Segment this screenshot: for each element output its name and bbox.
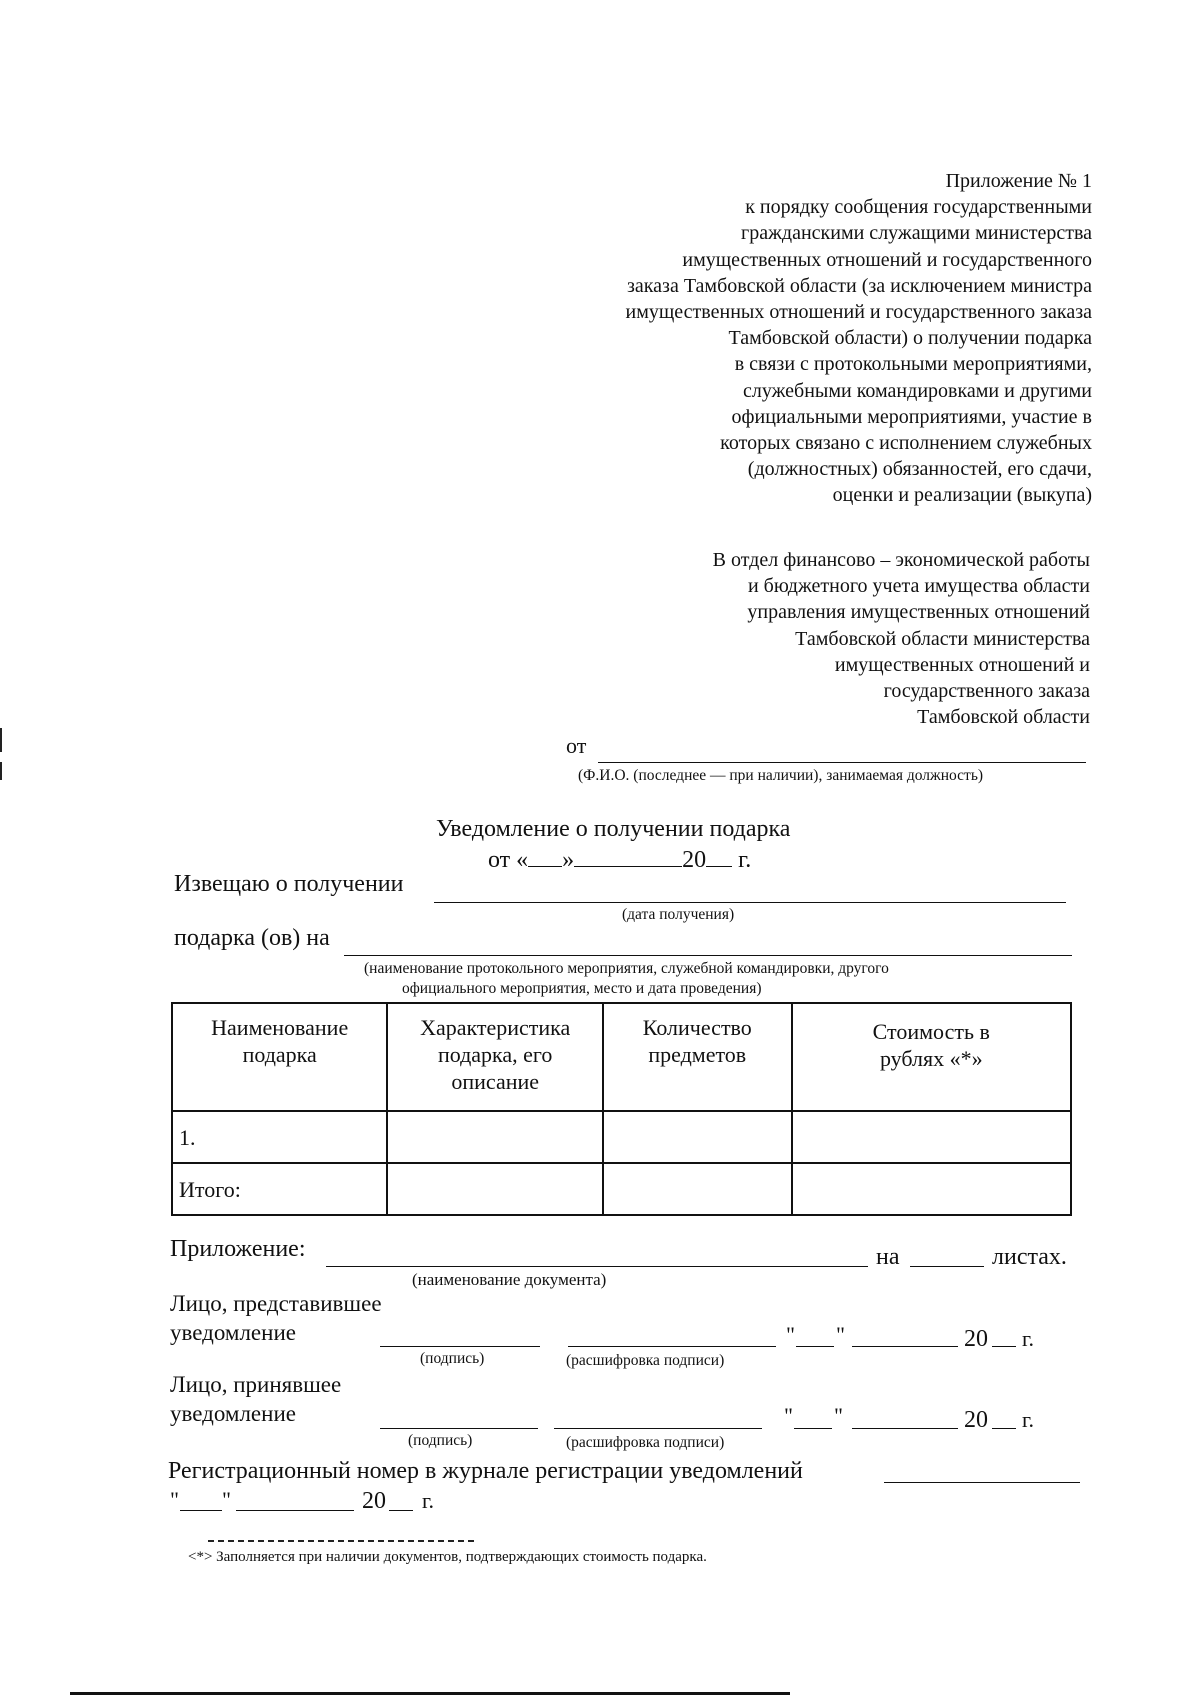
header-gift-name: Наименование подарка <box>172 1003 387 1111</box>
date-year-field[interactable] <box>706 846 732 867</box>
registration-day-field[interactable] <box>180 1510 222 1511</box>
header-line: имущественных отношений и государственного <box>682 248 1092 271</box>
registration-year-suffix: г. <box>422 1488 435 1513</box>
addressee-line: управления имущественных отношений <box>747 601 1090 624</box>
date-suffix: г. <box>738 847 752 873</box>
header-line: имущественных отношений и государственного заказа <box>625 301 1092 324</box>
submitted-day-field[interactable] <box>796 1346 834 1347</box>
header-cost: Стоимость в рублях «*» <box>792 1003 1071 1111</box>
attachment-sheets-field[interactable] <box>910 1266 984 1267</box>
footnote-text: <*> Заполняется при наличии документов, подтверждающих стоимость подарка. <box>188 1549 707 1565</box>
accepted-year-suffix: г. <box>1022 1407 1035 1432</box>
event-caption-2: официального мероприятия, место и дата проведения) <box>402 980 762 997</box>
row1-cost-cell[interactable] <box>792 1111 1071 1163</box>
submitted-quote-close: " <box>836 1322 845 1347</box>
attachment-on-label: на <box>876 1244 900 1270</box>
accepted-label-1: Лицо, принявшее <box>170 1372 342 1397</box>
date-day-field[interactable] <box>528 846 562 867</box>
header-line: гражданскими служащими министерства <box>741 222 1092 245</box>
scan-edge-mark <box>0 762 2 780</box>
accepted-sign-caption: (подпись) <box>408 1432 473 1449</box>
gift-on-label: подарка (ов) на <box>174 925 330 951</box>
attachment-sheets-label: листах. <box>992 1244 1067 1270</box>
date-mid: » <box>562 847 575 873</box>
registration-month-field[interactable] <box>236 1510 354 1511</box>
scan-edge-mark <box>0 728 2 752</box>
event-field[interactable] <box>344 955 1072 956</box>
header-line: заказа Тамбовской области (за исключением министра <box>626 274 1092 297</box>
received-date-field[interactable] <box>434 902 1066 903</box>
appendix-header <box>626 168 1092 509</box>
total-description-cell[interactable] <box>387 1163 603 1215</box>
accepted-label-2: уведомление <box>170 1401 296 1426</box>
header-line: Тамбовской области) о получении подарка <box>728 327 1092 350</box>
header-line: в связи с протокольными мероприятиями, <box>734 353 1092 376</box>
submitted-month-field[interactable] <box>852 1346 958 1347</box>
accepted-signature-field[interactable] <box>380 1428 538 1429</box>
addressee-line: Тамбовской области <box>917 706 1090 729</box>
table-total-row <box>172 1163 1071 1215</box>
header-line: (должностных) обязанностей, его сдачи, <box>747 458 1092 481</box>
attachment-document-field[interactable] <box>326 1266 868 1267</box>
table-row <box>172 1111 1071 1163</box>
header-line: которых связано с исполнением служебных <box>720 432 1092 455</box>
accepted-quote-close: " <box>834 1403 843 1428</box>
received-label: Извещаю о получении <box>174 871 404 897</box>
addressee-line: Тамбовской области министерства <box>795 627 1090 650</box>
submitted-label-2: уведомление <box>170 1320 296 1345</box>
header-line: официальными мероприятиями, участие в <box>731 405 1092 428</box>
accepted-decode-field[interactable] <box>554 1428 762 1429</box>
date-prefix: от « <box>488 847 529 873</box>
from-field-line[interactable] <box>598 762 1086 763</box>
submitted-sign-caption: (подпись) <box>420 1350 485 1367</box>
addressee-block <box>713 547 1090 730</box>
row1-number: 1. <box>172 1111 387 1163</box>
header-quantity: Количество предметов <box>603 1003 792 1111</box>
accepted-day-field[interactable] <box>794 1428 832 1429</box>
gift-table <box>171 1002 1072 1216</box>
row1-description-cell[interactable] <box>387 1111 603 1163</box>
header-line: служебными командировками и другими <box>743 379 1092 402</box>
submitted-decode-caption: (расшифровка подписи) <box>566 1352 725 1369</box>
submitted-signature-field[interactable] <box>380 1346 540 1347</box>
total-cost-cell[interactable] <box>792 1163 1071 1215</box>
header-line: к порядку сообщения государственными <box>745 196 1092 219</box>
row1-quantity-cell[interactable] <box>603 1111 792 1163</box>
accepted-month-field[interactable] <box>852 1428 958 1429</box>
accepted-year-field[interactable] <box>992 1428 1016 1429</box>
total-quantity-cell[interactable] <box>603 1163 792 1215</box>
attachment-label: Приложение: <box>170 1236 306 1262</box>
attachment-caption: (наименование документа) <box>412 1270 607 1289</box>
submitted-decode-field[interactable] <box>568 1346 776 1347</box>
received-caption: (дата получения) <box>622 906 735 923</box>
date-year: 20 <box>682 847 707 873</box>
accepted-quote-open: " <box>784 1403 793 1428</box>
addressee-line: государственного заказа <box>883 680 1090 703</box>
footnote-separator <box>208 1540 474 1542</box>
scan-bottom-edge <box>70 1692 790 1695</box>
from-label: от <box>566 733 587 758</box>
submitted-label-1: Лицо, представившее <box>170 1291 382 1316</box>
submitted-year-field[interactable] <box>992 1346 1016 1347</box>
registration-number-field[interactable] <box>884 1482 1080 1483</box>
notice-title: Уведомление о получении подарка <box>436 816 791 842</box>
header-line: оценки и реализации (выкупа) <box>832 484 1092 507</box>
submitted-year-suffix: г. <box>1022 1326 1035 1351</box>
registration-quote-close: " <box>222 1487 231 1512</box>
registration-year-prefix: 20 <box>362 1488 386 1514</box>
date-month-field[interactable] <box>574 846 682 867</box>
total-label: Итого: <box>172 1163 387 1215</box>
submitted-year-prefix: 20 <box>964 1326 988 1352</box>
submitted-quote-open: " <box>786 1322 795 1347</box>
registration-label: Регистрационный номер в журнале регистрации уведомлений <box>168 1458 803 1484</box>
registration-quote-open: " <box>170 1487 179 1512</box>
addressee-line: и бюджетного учета имущества области <box>747 575 1090 598</box>
from-caption: (Ф.И.О. (последнее — при наличии), занимаемая должность) <box>578 767 984 784</box>
header-gift-description: Характеристика подарка, его описание <box>387 1003 603 1111</box>
header-line: Приложение № 1 <box>945 170 1092 192</box>
accepted-decode-caption: (расшифровка подписи) <box>566 1434 725 1451</box>
registration-year-field[interactable] <box>389 1510 413 1511</box>
event-caption-1: (наименование протокольного мероприятия, служебной командировки, другого <box>364 960 889 977</box>
notice-date <box>488 846 751 874</box>
addressee-line: В отдел финансово – экономической работы <box>712 549 1090 571</box>
addressee-line: имущественных отношений и <box>834 653 1090 676</box>
table-header-row <box>172 1003 1071 1111</box>
accepted-year-prefix: 20 <box>964 1407 988 1433</box>
